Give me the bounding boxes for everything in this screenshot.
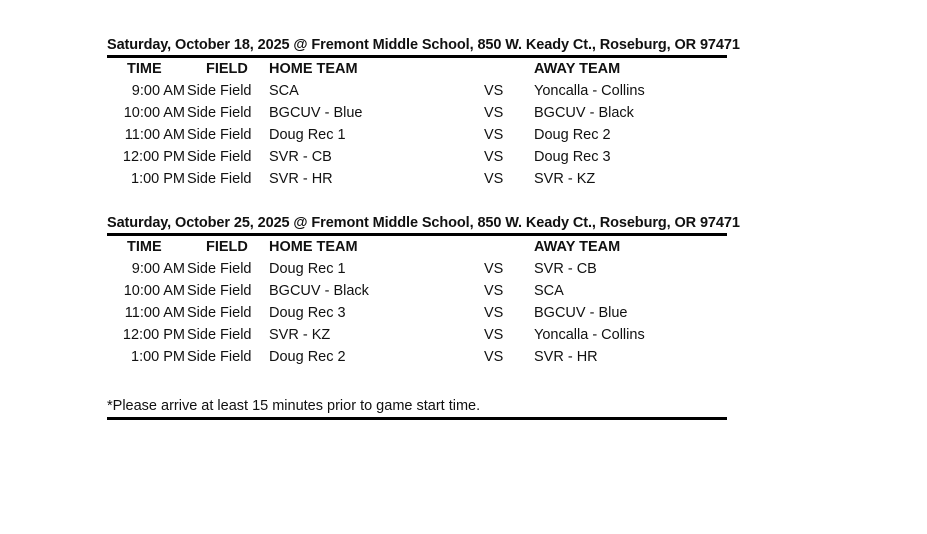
header-time: TIME	[127, 239, 162, 255]
away-team: Yoncalla - Collins	[534, 83, 645, 99]
header-home-team: HOME TEAM	[269, 239, 358, 255]
home-team: SVR - KZ	[269, 327, 331, 343]
away-team: SVR - HR	[534, 349, 598, 365]
away-team: BGCUV - Black	[534, 105, 634, 121]
home-team: SVR - HR	[269, 171, 333, 187]
header-home-team: HOME TEAM	[269, 61, 358, 77]
vs-label: VS	[484, 349, 504, 365]
game-field: Side Field	[187, 283, 252, 299]
game-field: Side Field	[187, 305, 252, 321]
game-row	[107, 80, 727, 102]
game-row	[107, 258, 727, 280]
game-row	[107, 302, 727, 324]
column-headers	[107, 236, 727, 258]
bottom-rule	[107, 417, 727, 420]
game-time: 12:00 PM	[122, 149, 185, 165]
game-row	[107, 280, 727, 302]
game-time: 11:00 AM	[124, 305, 185, 321]
vs-label: VS	[484, 127, 504, 143]
home-team: Doug Rec 1	[269, 127, 346, 143]
vs-label: VS	[484, 305, 504, 321]
game-time: 12:00 PM	[122, 327, 185, 343]
home-team: SCA	[269, 83, 299, 99]
vs-label: VS	[484, 83, 504, 99]
away-team: Yoncalla - Collins	[534, 327, 645, 343]
home-team: Doug Rec 3	[269, 305, 346, 321]
header-away-team: AWAY TEAM	[534, 61, 621, 77]
vs-label: VS	[484, 327, 504, 343]
game-row	[107, 146, 727, 168]
game-time: 9:00 AM	[131, 261, 185, 277]
home-team: BGCUV - Blue	[269, 105, 363, 121]
away-team: Doug Rec 3	[534, 149, 611, 165]
game-row	[107, 346, 727, 368]
game-field: Side Field	[187, 149, 252, 165]
header-field: FIELD	[206, 61, 248, 77]
game-row	[107, 102, 727, 124]
game-field: Side Field	[187, 105, 252, 121]
away-team: BGCUV - Blue	[534, 305, 628, 321]
game-time: 11:00 AM	[124, 127, 185, 143]
vs-label: VS	[484, 261, 504, 277]
home-team: SVR - CB	[269, 149, 332, 165]
game-time: 1:00 PM	[131, 171, 185, 187]
game-field: Side Field	[187, 171, 252, 187]
game-field: Side Field	[187, 127, 252, 143]
column-headers	[107, 58, 727, 80]
game-time: 10:00 AM	[123, 105, 185, 121]
home-team: Doug Rec 1	[269, 261, 346, 277]
header-away-team: AWAY TEAM	[534, 239, 621, 255]
game-field: Side Field	[187, 327, 252, 343]
away-team: SVR - KZ	[534, 171, 596, 187]
game-time: 10:00 AM	[123, 283, 185, 299]
home-team: Doug Rec 2	[269, 349, 346, 365]
vs-label: VS	[484, 283, 504, 299]
game-field: Side Field	[187, 261, 252, 277]
away-team: SCA	[534, 283, 564, 299]
home-team: BGCUV - Black	[269, 283, 369, 299]
schedule-section-oct-25	[107, 214, 740, 368]
game-time: 9:00 AM	[131, 83, 185, 99]
header-field: FIELD	[206, 239, 248, 255]
header-time: TIME	[127, 61, 162, 77]
game-row	[107, 124, 727, 146]
vs-label: VS	[484, 149, 504, 165]
game-field: Side Field	[187, 349, 252, 365]
game-field: Side Field	[187, 83, 252, 99]
away-team: SVR - CB	[534, 261, 597, 277]
game-row	[107, 324, 727, 346]
section-title: Saturday, October 18, 2025 @ Fremont Middle School, 850 W. Keady Ct., Roseburg, OR 97471	[107, 37, 740, 53]
vs-label: VS	[484, 105, 504, 121]
schedule-section-oct-18	[107, 36, 740, 190]
game-row	[107, 168, 727, 190]
section-title: Saturday, October 25, 2025 @ Fremont Middle School, 850 W. Keady Ct., Roseburg, OR 97471	[107, 215, 740, 231]
vs-label: VS	[484, 171, 504, 187]
game-time: 1:00 PM	[131, 349, 185, 365]
arrival-note: *Please arrive at least 15 minutes prior to game start time.	[107, 398, 481, 414]
away-team: Doug Rec 2	[534, 127, 611, 143]
